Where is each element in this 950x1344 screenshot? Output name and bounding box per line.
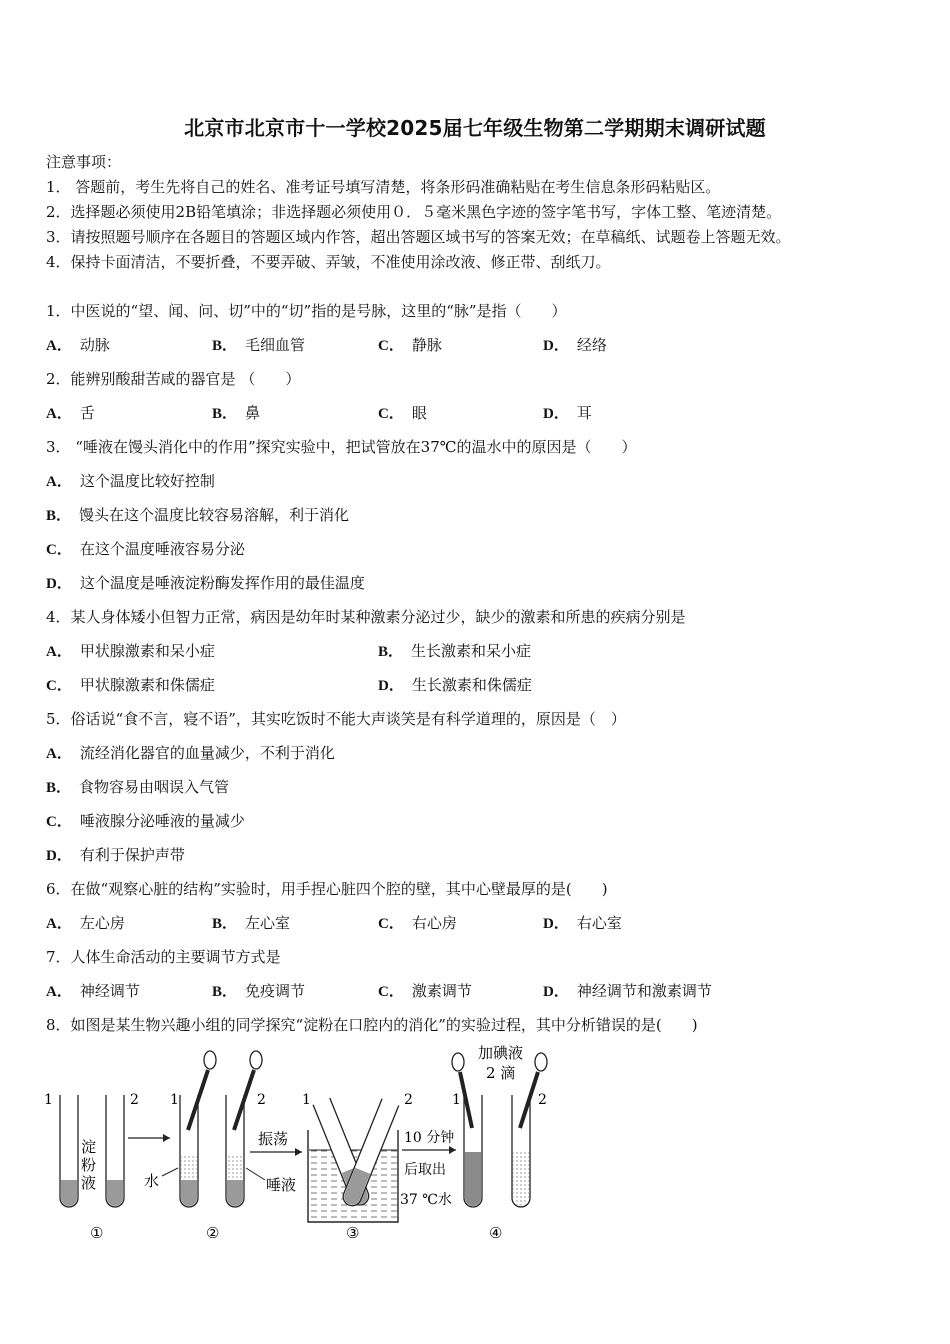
option <box>46 641 215 662</box>
option-text: 生长激素和呆小症 <box>411 642 532 660</box>
question-stem: 8．如图是某生物兴趣小组的同学探究“淀粉在口腔内的消化”的实验过程，其中分析错误的是( ) <box>46 1016 698 1034</box>
option-text: 左心室 <box>245 914 291 932</box>
starch-label: 液 <box>81 1174 97 1192</box>
option <box>46 471 215 492</box>
notice-item: 2．选择题必须使用2B铅笔填涂；非选择题必须使用０．５毫米黑色字迹的签字笔书写，字体工整、笔迹清楚。 <box>46 203 782 221</box>
option <box>46 743 335 764</box>
option-text: 流经消化器官的血量减少，不利于消化 <box>79 744 335 762</box>
starch-liquid <box>107 1180 123 1206</box>
question-stem: 5．俗话说“食不言，寝不语”，其实吃饭时不能大声谈笑是有科学道理的，原因是（ ） <box>46 710 626 728</box>
arrow-head <box>163 1134 170 1142</box>
blue-liquid <box>465 1152 481 1206</box>
step-number: ④ <box>489 1224 503 1242</box>
option-text: 免疫调节 <box>245 982 306 1000</box>
question-stem: 1．中医说的“望、闻、问、切”中的“切”指的是号脉，这里的“脉”是指（ ） <box>46 302 567 320</box>
option <box>543 403 592 424</box>
option <box>46 573 365 594</box>
option-label: C． <box>378 916 404 932</box>
option-label: B． <box>46 780 72 796</box>
step-number: ③ <box>346 1224 360 1242</box>
shake-label: 振荡 <box>258 1130 289 1148</box>
question-stem: 2．能辨别酸甜苦咸的器官是 （ ） <box>46 370 301 388</box>
option <box>46 403 95 424</box>
option-text: 鼻 <box>245 404 261 422</box>
option-text: 在这个温度唾液容易分泌 <box>79 540 245 558</box>
option-text: 馒头在这个温度比较容易溶解，利于消化 <box>79 506 350 524</box>
dropper-bulb <box>452 1053 464 1071</box>
water-liquid <box>181 1156 197 1180</box>
option-text: 动脉 <box>79 336 110 354</box>
option <box>212 913 290 934</box>
option-text: 甲状腺激素和呆小症 <box>79 642 215 660</box>
bath-label: 37 ℃水 <box>400 1192 452 1208</box>
option-label: C． <box>378 338 404 354</box>
option-text: 右心室 <box>576 914 622 932</box>
dropper <box>460 1072 472 1128</box>
notice-item: 3．请按照题号顺序在各题目的答题区域内作答，超出答题区域书写的答案无效；在草稿纸、试题卷上答题无效。 <box>46 228 791 246</box>
option-text: 食物容易由咽误入气管 <box>79 778 230 796</box>
option-label: B． <box>212 916 238 932</box>
tube2-label: 2 <box>257 1092 266 1108</box>
iodine-label: 加碘液 <box>478 1044 524 1062</box>
option <box>46 539 245 560</box>
step3-water-bath <box>302 1092 413 1242</box>
option-label: D． <box>543 338 569 354</box>
question-stem: 7．人体生命活动的主要调节方式是 <box>46 948 281 966</box>
leader-line <box>246 1168 265 1180</box>
option-label: B． <box>212 406 238 422</box>
water-label: 水 <box>144 1172 160 1190</box>
option-label: C． <box>378 984 404 1000</box>
option <box>212 403 260 424</box>
option-text: 毛细血管 <box>245 336 306 354</box>
starch-liquid <box>181 1180 197 1206</box>
option <box>378 403 427 424</box>
option-label: A． <box>46 984 72 1000</box>
option <box>378 675 532 696</box>
option-label: B． <box>46 508 72 524</box>
option <box>378 335 442 356</box>
option <box>543 913 622 934</box>
option-text: 神经调节 <box>79 982 140 1000</box>
question-stem: 4．某人身体矮小但智力正常，病因是幼年时某种激素分泌过少，缺少的激素和所患的疾病分别是 <box>46 608 686 626</box>
option <box>212 981 305 1002</box>
option-text: 左心房 <box>79 914 125 932</box>
tube1-label: 1 <box>452 1092 461 1108</box>
arrow-head <box>295 1148 302 1156</box>
option <box>46 811 245 832</box>
starch-label: 淀 <box>81 1138 97 1156</box>
dropper-bulb <box>204 1051 216 1069</box>
arrow-head <box>449 1146 456 1154</box>
option <box>543 335 607 356</box>
option-text: 耳 <box>576 404 592 422</box>
option-text: 有利于保护声带 <box>79 846 185 864</box>
option-label: B． <box>212 338 238 354</box>
tube1-label: 1 <box>170 1092 179 1108</box>
option-label: C． <box>46 814 72 830</box>
option-text: 激素调节 <box>411 982 472 1000</box>
tube1-label: 1 <box>44 1092 53 1108</box>
option <box>543 981 712 1002</box>
notice-item: 1． 答题前，考生先将自己的姓名、准考证号填写清楚，将条形码准确粘贴在考生信息条形码粘贴区。 <box>46 178 721 196</box>
option <box>378 641 531 662</box>
option-label: A． <box>46 474 72 490</box>
option-label: A． <box>46 916 72 932</box>
notice-heading: 注意事项： <box>46 153 122 171</box>
step-number: ② <box>206 1224 220 1242</box>
option <box>46 335 110 356</box>
question-stem: 6．在做“观察心脏的结构”实验时，用手捏心脏四个腔的壁，其中心壁最厚的是( ) <box>46 880 608 898</box>
dropper-bulb <box>250 1051 262 1069</box>
option-text: 唾液腺分泌唾液的量减少 <box>79 812 245 830</box>
wait-label: 10 分钟 <box>404 1130 455 1146</box>
option-text: 这个温度比较好控制 <box>79 472 215 490</box>
option-label: C． <box>46 678 72 694</box>
option <box>46 777 229 798</box>
dropper-bulb <box>535 1053 547 1071</box>
page-title: 北京市北京市十一学校2025届七年级生物第二学期期末调研试题 <box>184 116 766 140</box>
saliva-liquid <box>227 1156 243 1180</box>
option-label: C． <box>378 406 404 422</box>
option-label: C． <box>46 542 72 558</box>
option-label: D． <box>543 406 569 422</box>
option-label: D． <box>46 848 72 864</box>
tube1-label: 1 <box>302 1092 311 1108</box>
option-text: 右心房 <box>411 914 457 932</box>
option-text: 生长激素和侏儒症 <box>411 676 532 694</box>
option-label: B． <box>212 984 238 1000</box>
option-label: D． <box>46 576 72 592</box>
option-label: A． <box>46 406 72 422</box>
tube2-label: 2 <box>538 1092 547 1108</box>
option <box>378 981 472 1002</box>
starch-liquid <box>227 1180 243 1206</box>
option <box>46 845 185 866</box>
option-text: 眼 <box>411 404 427 422</box>
wait-label: 后取出 <box>404 1162 446 1178</box>
option-text: 这个温度是唾液淀粉酶发挥作用的最佳温度 <box>79 574 365 592</box>
tube2-label: 2 <box>130 1092 139 1108</box>
option-label: D． <box>543 916 569 932</box>
option <box>378 913 457 934</box>
saliva-label: 唾液 <box>266 1176 297 1194</box>
question-stem: 3． “唾液在馒头消化中的作用”探究实验中，把试管放在37℃的温水中的原因是（ ） <box>46 438 637 456</box>
starch-label: 粉 <box>81 1156 97 1174</box>
iodine-label: 2 滴 <box>486 1064 516 1082</box>
option-text: 甲状腺激素和侏儒症 <box>79 676 215 694</box>
step1-tubes <box>44 1092 139 1242</box>
starch-liquid <box>61 1180 77 1206</box>
step4-tubes <box>452 1044 547 1242</box>
option <box>212 335 305 356</box>
option-label: D． <box>543 984 569 1000</box>
dropper <box>520 1072 538 1128</box>
experiment-figure <box>40 1040 560 1245</box>
option-text: 经络 <box>576 336 607 354</box>
option-label: A． <box>46 338 72 354</box>
tube2-label: 2 <box>404 1092 413 1108</box>
option-label: A． <box>46 746 72 762</box>
option-label: A． <box>46 644 72 660</box>
clear-liquid <box>513 1152 529 1206</box>
step-number: ① <box>90 1224 104 1242</box>
option-text: 静脉 <box>411 336 442 354</box>
notice-item: 4．保持卡面清洁，不要折叠，不要弄破、弄皱，不准使用涂改液、修正带、刮纸刀。 <box>46 253 611 271</box>
option <box>46 913 125 934</box>
option <box>46 505 349 526</box>
option <box>46 981 140 1002</box>
leader-line <box>162 1168 178 1176</box>
option-text: 神经调节和激素调节 <box>576 982 712 1000</box>
option-text: 舌 <box>79 404 95 422</box>
option <box>46 675 215 696</box>
option-label: B． <box>378 644 404 660</box>
option-label: D． <box>378 678 404 694</box>
